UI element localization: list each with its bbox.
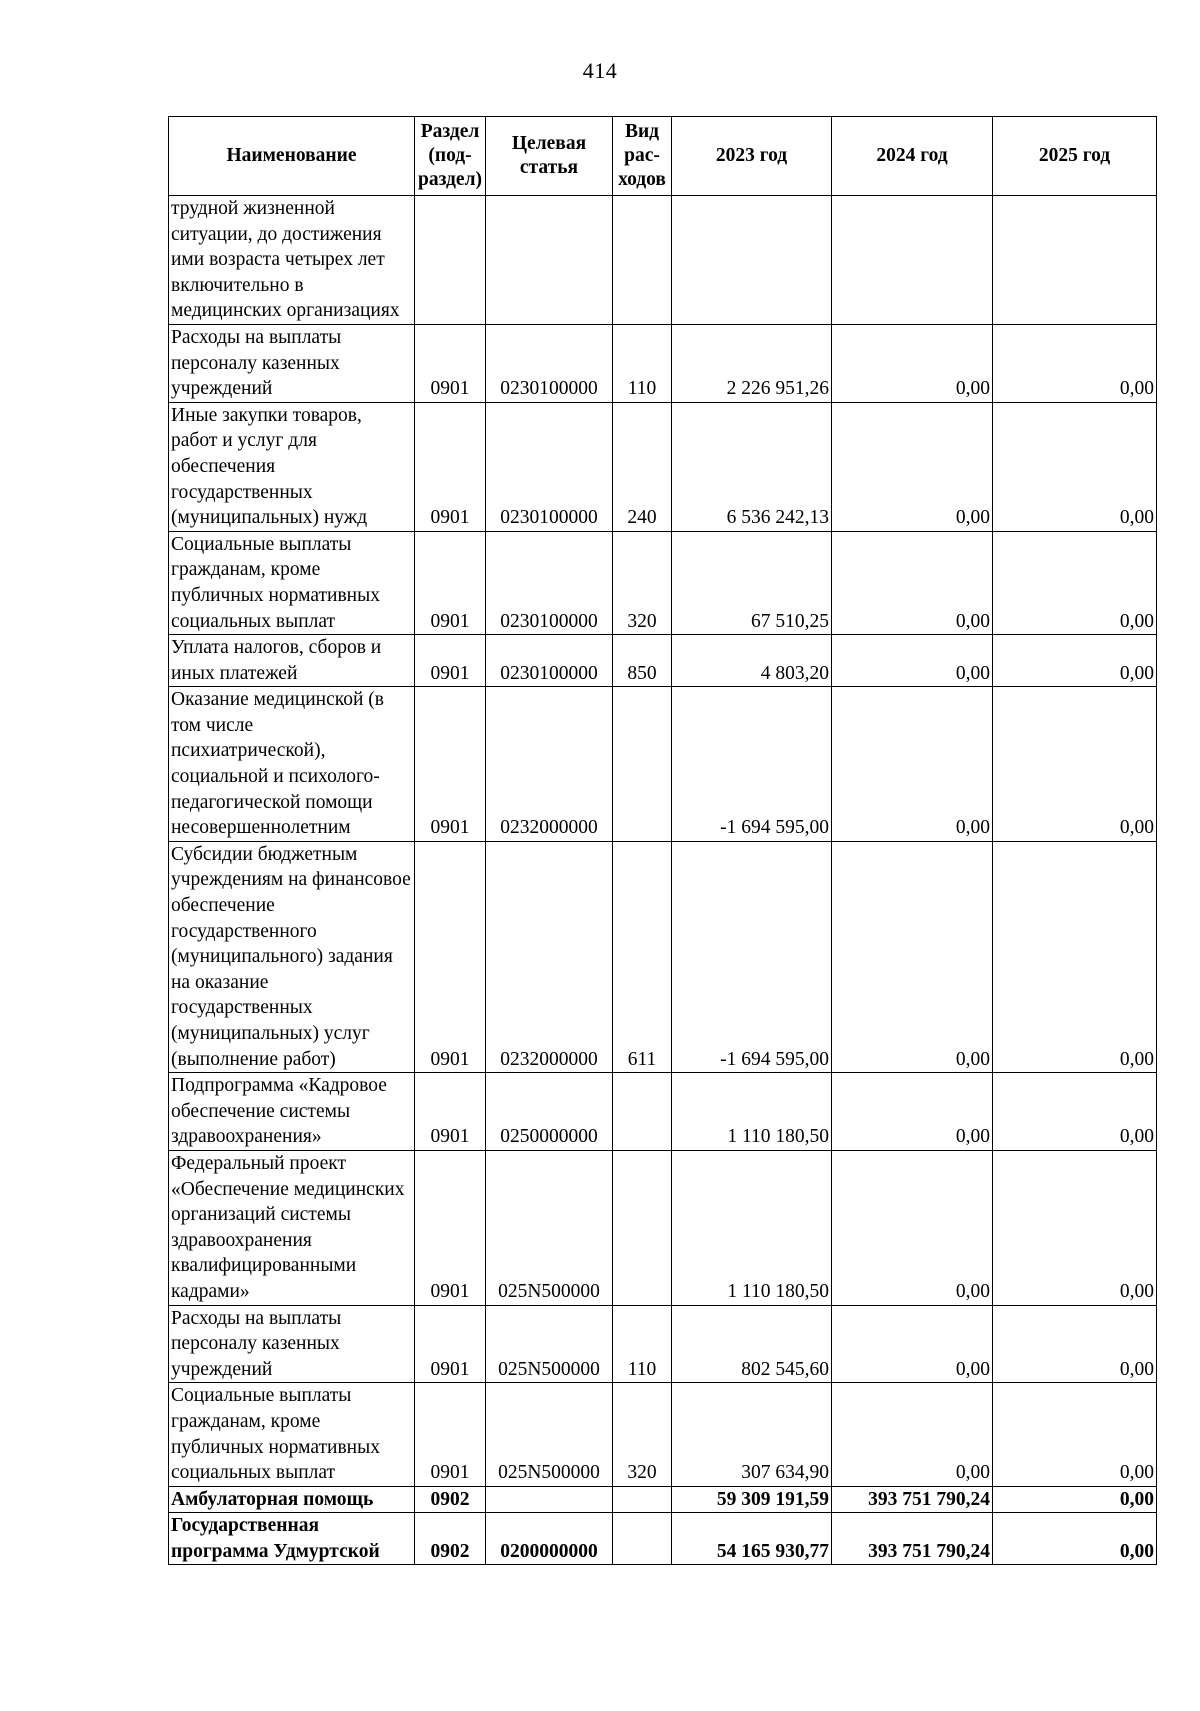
cell-section: 0901 — [415, 1150, 486, 1305]
cell-y2023: 54 165 930,77 — [672, 1513, 832, 1565]
table-row — [169, 402, 1157, 531]
cell-kind — [613, 687, 672, 842]
cell-y2025 — [993, 196, 1157, 325]
table-row — [169, 1305, 1157, 1383]
cell-y2025: 0,00 — [993, 635, 1157, 687]
cell-section: 0902 — [415, 1513, 486, 1565]
header-target: Целевая статья — [486, 117, 613, 196]
cell-y2025: 0,00 — [993, 687, 1157, 842]
cell-target: 0230100000 — [486, 324, 613, 402]
cell-y2023: 802 545,60 — [672, 1305, 832, 1383]
cell-y2024: 0,00 — [832, 1073, 993, 1151]
cell-y2024: 0,00 — [832, 531, 993, 634]
cell-name: Оказание медицинской (в том числе психиатрической), социальной и психолого-педагогической помощи несовершеннолетним — [169, 687, 415, 842]
cell-kind: 850 — [613, 635, 672, 687]
cell-kind — [613, 1073, 672, 1151]
cell-target: 0230100000 — [486, 402, 613, 531]
cell-y2024: 393 751 790,24 — [832, 1513, 993, 1565]
cell-name: Расходы на выплаты персоналу казенных учреждений — [169, 1305, 415, 1383]
cell-kind: 110 — [613, 324, 672, 402]
cell-section: 0901 — [415, 1383, 486, 1486]
cell-kind: 240 — [613, 402, 672, 531]
header-section: Раздел (под-раздел) — [415, 117, 486, 196]
table-row — [169, 687, 1157, 842]
cell-name: Амбулаторная помощь — [169, 1486, 415, 1513]
cell-kind — [613, 196, 672, 325]
cell-y2024: 0,00 — [832, 1383, 993, 1486]
cell-y2025: 0,00 — [993, 1486, 1157, 1513]
cell-y2025: 0,00 — [993, 1513, 1157, 1565]
table-row — [169, 1486, 1157, 1513]
cell-kind — [613, 1150, 672, 1305]
cell-section: 0902 — [415, 1486, 486, 1513]
cell-y2024: 393 751 790,24 — [832, 1486, 993, 1513]
table-row — [169, 841, 1157, 1072]
header-kind: Вид рас-ходов — [613, 117, 672, 196]
budget-table — [168, 116, 1157, 1565]
cell-section: 0901 — [415, 635, 486, 687]
cell-y2023: 4 803,20 — [672, 635, 832, 687]
table-header-row — [169, 117, 1157, 196]
cell-name: Субсидии бюджетным учреждениям на финансовое обеспечение государственного (муниципального) задания на оказание государственных (муниципальных) услуг (выполнение работ) — [169, 841, 415, 1072]
cell-target: 0232000000 — [486, 687, 613, 842]
cell-kind — [613, 1513, 672, 1565]
cell-y2024: 0,00 — [832, 687, 993, 842]
cell-name: Подпрограмма «Кадровое обеспечение системы здравоохранения» — [169, 1073, 415, 1151]
cell-section: 0901 — [415, 1305, 486, 1383]
table-row — [169, 531, 1157, 634]
cell-y2023: 1 110 180,50 — [672, 1150, 832, 1305]
cell-y2024: 0,00 — [832, 402, 993, 531]
cell-name: Социальные выплаты гражданам, кроме публичных нормативных социальных выплат — [169, 531, 415, 634]
cell-y2024: 0,00 — [832, 841, 993, 1072]
header-2024: 2024 год — [832, 117, 993, 196]
cell-target: 025N500000 — [486, 1150, 613, 1305]
cell-y2023: 6 536 242,13 — [672, 402, 832, 531]
cell-section: 0901 — [415, 531, 486, 634]
cell-y2025: 0,00 — [993, 1150, 1157, 1305]
cell-target — [486, 1486, 613, 1513]
table-row — [169, 1383, 1157, 1486]
cell-y2025: 0,00 — [993, 841, 1157, 1072]
cell-y2025: 0,00 — [993, 1305, 1157, 1383]
cell-name: Уплата налогов, сборов и иных платежей — [169, 635, 415, 687]
cell-y2023: 59 309 191,59 — [672, 1486, 832, 1513]
cell-name: Государственная программа Удмуртской — [169, 1513, 415, 1565]
cell-y2023 — [672, 196, 832, 325]
cell-section: 0901 — [415, 324, 486, 402]
cell-name: Социальные выплаты гражданам, кроме публичных нормативных социальных выплат — [169, 1383, 415, 1486]
cell-y2023: 2 226 951,26 — [672, 324, 832, 402]
table-row — [169, 1513, 1157, 1565]
cell-section: 0901 — [415, 1073, 486, 1151]
table-row — [169, 1073, 1157, 1151]
cell-y2023: -1 694 595,00 — [672, 687, 832, 842]
table-row — [169, 196, 1157, 325]
cell-kind — [613, 1486, 672, 1513]
cell-target: 0232000000 — [486, 841, 613, 1072]
cell-kind: 110 — [613, 1305, 672, 1383]
cell-y2023: 307 634,90 — [672, 1383, 832, 1486]
cell-target: 025N500000 — [486, 1383, 613, 1486]
header-2025: 2025 год — [993, 117, 1157, 196]
cell-section: 0901 — [415, 841, 486, 1072]
cell-target: 0200000000 — [486, 1513, 613, 1565]
cell-target: 025N500000 — [486, 1305, 613, 1383]
header-2023: 2023 год — [672, 117, 832, 196]
cell-y2024: 0,00 — [832, 1305, 993, 1383]
cell-name: Иные закупки товаров, работ и услуг для обеспечения государственных (муниципальных) нужд — [169, 402, 415, 531]
cell-y2023: 67 510,25 — [672, 531, 832, 634]
cell-y2024: 0,00 — [832, 635, 993, 687]
cell-target — [486, 196, 613, 325]
cell-y2025: 0,00 — [993, 531, 1157, 634]
cell-y2024: 0,00 — [832, 324, 993, 402]
cell-section: 0901 — [415, 402, 486, 531]
table-body — [169, 196, 1157, 1565]
cell-y2025: 0,00 — [993, 402, 1157, 531]
header-name: Наименование — [169, 117, 415, 196]
cell-section: 0901 — [415, 687, 486, 842]
cell-target: 0230100000 — [486, 635, 613, 687]
cell-kind: 320 — [613, 1383, 672, 1486]
cell-y2025: 0,00 — [993, 324, 1157, 402]
cell-y2025: 0,00 — [993, 1073, 1157, 1151]
table-row — [169, 635, 1157, 687]
cell-y2025: 0,00 — [993, 1383, 1157, 1486]
cell-y2023: 1 110 180,50 — [672, 1073, 832, 1151]
cell-name: Федеральный проект «Обеспечение медицинских организаций системы здравоохранения квалифицированными кадрами» — [169, 1150, 415, 1305]
page-number: 414 — [582, 58, 618, 83]
cell-y2023: -1 694 595,00 — [672, 841, 832, 1072]
cell-name: Расходы на выплаты персоналу казенных учреждений — [169, 324, 415, 402]
cell-target: 0250000000 — [486, 1073, 613, 1151]
cell-name: трудной жизненной ситуации, до достижения ими возраста четырех лет включительно в медицинских организациях — [169, 196, 415, 325]
cell-section — [415, 196, 486, 325]
table-row — [169, 1150, 1157, 1305]
cell-y2024: 0,00 — [832, 1150, 993, 1305]
cell-kind: 611 — [613, 841, 672, 1072]
cell-y2024 — [832, 196, 993, 325]
cell-target: 0230100000 — [486, 531, 613, 634]
cell-kind: 320 — [613, 531, 672, 634]
table-row — [169, 324, 1157, 402]
